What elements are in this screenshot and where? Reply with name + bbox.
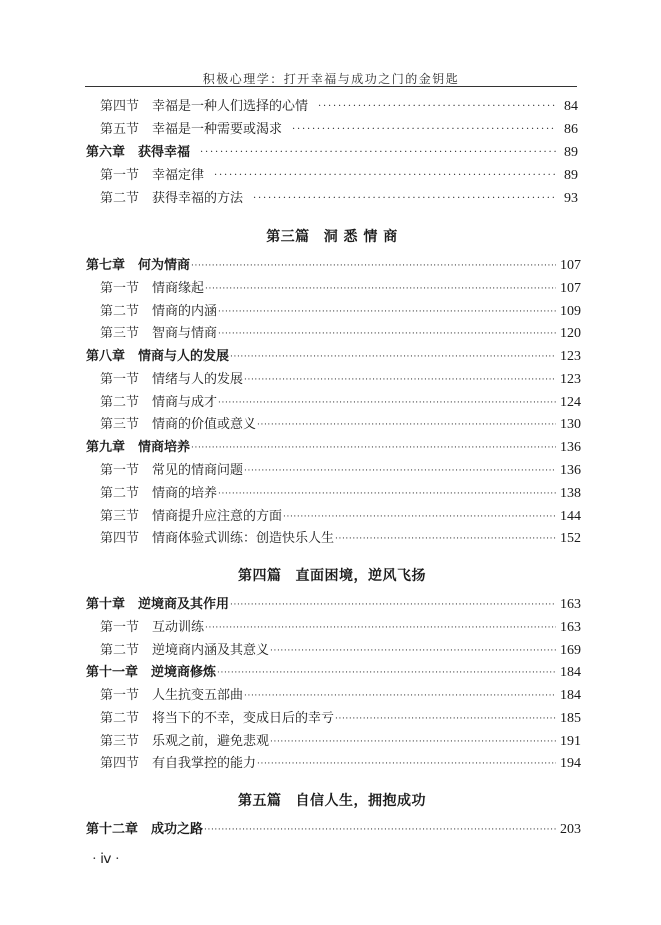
toc-entry[interactable]: [86, 484, 581, 504]
entry-number: 第四节: [100, 531, 140, 546]
dot-leader: [218, 302, 556, 322]
dot-leader: [217, 663, 556, 683]
chapter-number: 第八章: [86, 349, 126, 364]
dot-leader: [335, 709, 556, 729]
entry-number: 第三节: [100, 417, 140, 432]
entry-number: 第三节: [100, 326, 140, 341]
chapter-title: 成功之路: [151, 822, 204, 837]
entry-number: 第三节: [100, 734, 140, 749]
chapter-title: 逆境商修炼: [151, 665, 217, 680]
dot-leader: [318, 97, 556, 117]
entry-title: 逆境商内涵及其意义: [152, 643, 270, 658]
entry-number: 第二节: [100, 643, 140, 658]
header-rule: [85, 86, 577, 87]
toc-entry[interactable]: [86, 507, 581, 527]
dot-leader: [257, 415, 556, 435]
entry-title: 互动训练: [152, 620, 205, 635]
chapter-page: 123: [560, 349, 581, 364]
entry-page: 107: [560, 281, 581, 296]
chapter-number: 第六章: [86, 145, 126, 160]
toc-entry[interactable]: [86, 529, 581, 549]
entry-page: 191: [560, 734, 581, 749]
dot-leader: [283, 507, 556, 527]
part-title: [86, 565, 578, 585]
entry-page: 152: [560, 531, 581, 546]
dot-leader: [191, 256, 556, 276]
entry-title: 幸福定律: [152, 168, 205, 183]
entry-title: 将当下的不幸，变成日后的幸亏: [152, 711, 335, 726]
toc-chapter[interactable]: [86, 438, 581, 458]
entry-page: 93: [564, 191, 578, 206]
entry-number: 第一节: [100, 281, 140, 296]
entry-title: 情商的内涵: [152, 304, 218, 319]
toc-chapter[interactable]: [86, 595, 581, 615]
running-header: 积极心理学：打开幸福与成功之门的金钥匙: [202, 72, 460, 86]
toc-chapter[interactable]: [86, 663, 581, 683]
entry-page: 123: [560, 372, 581, 387]
entry-title: 情商的培养: [152, 486, 218, 501]
entry-number: 第四节: [100, 99, 140, 114]
part-number: 第四篇: [238, 568, 282, 584]
dot-leader: [230, 347, 556, 367]
entry-number: 第一节: [100, 168, 140, 183]
entry-number: 第四节: [100, 756, 140, 771]
entry-number: 第二节: [100, 191, 140, 206]
part-title: [86, 226, 578, 246]
chapter-number: 第十二章: [86, 822, 139, 837]
entry-title: 情商缘起: [152, 281, 205, 296]
toc-entry[interactable]: [86, 120, 578, 140]
chapter-page: 136: [560, 440, 581, 455]
footer-page-number: · ⅳ ·: [92, 852, 120, 867]
dot-leader: [214, 166, 556, 186]
dot-leader: [270, 732, 556, 752]
entry-title: 幸福是一种人们选择的心情: [152, 99, 309, 114]
entry-page: 185: [560, 711, 581, 726]
toc-entry[interactable]: [86, 189, 578, 209]
chapter-title: 情商与人的发展: [138, 349, 230, 364]
toc-entry[interactable]: [86, 754, 581, 774]
entry-number: 第二节: [100, 711, 140, 726]
dot-leader: [205, 279, 556, 299]
toc-entry[interactable]: [86, 709, 581, 729]
toc-entry[interactable]: [86, 461, 581, 481]
entry-number: 第一节: [100, 463, 140, 478]
entry-number: 第一节: [100, 372, 140, 387]
dot-leader: [191, 438, 556, 458]
dot-leader: [292, 120, 556, 140]
entry-title: 人生抗变五部曲: [152, 688, 244, 703]
entry-page: 194: [560, 756, 581, 771]
toc-entry[interactable]: [86, 97, 578, 117]
toc-entry[interactable]: [86, 166, 578, 186]
dot-leader: [218, 393, 556, 413]
chapter-number: 第七章: [86, 258, 126, 273]
dot-leader: [257, 754, 556, 774]
toc-entry[interactable]: [86, 370, 581, 390]
dot-leader: [218, 484, 556, 504]
part-name: 洞 悉 情 商: [323, 229, 398, 245]
entry-title: 有自我掌控的能力: [152, 756, 257, 771]
entry-page: 184: [560, 688, 581, 703]
entry-title: 情商提升应注意的方面: [152, 509, 283, 524]
toc-entry[interactable]: [86, 279, 581, 299]
entry-title: 获得幸福的方法: [152, 191, 244, 206]
entry-page: 136: [560, 463, 581, 478]
part-title: [86, 790, 578, 810]
part-number: 第五篇: [238, 793, 282, 809]
part-name: 直面困境，逆风飞扬: [295, 568, 426, 584]
entry-page: 169: [560, 643, 581, 658]
part-number: 第三篇: [266, 229, 310, 245]
entry-title: 智商与情商: [152, 326, 218, 341]
chapter-page: 163: [560, 597, 581, 612]
entry-page: 84: [564, 99, 578, 114]
toc-entry[interactable]: [86, 324, 581, 344]
dot-leader: [253, 189, 556, 209]
chapter-page: 184: [560, 665, 581, 680]
chapter-number: 第十章: [86, 597, 126, 612]
dot-leader: [244, 686, 556, 706]
dot-leader: [244, 370, 556, 390]
entry-title: 情商体验式训练：创造快乐人生: [152, 531, 335, 546]
dot-leader: [244, 461, 556, 481]
chapter-page: 89: [564, 145, 578, 160]
chapter-title: 何为情商: [138, 258, 191, 273]
chapter-title: 获得幸福: [138, 145, 191, 160]
toc-chapter[interactable]: [86, 347, 581, 367]
entry-title: 情商的价值或意义: [152, 417, 257, 432]
toc-entry[interactable]: [86, 686, 581, 706]
entry-page: 89: [564, 168, 578, 183]
part-name: 自信人生，拥抱成功: [295, 793, 426, 809]
entry-page: 124: [560, 395, 581, 410]
entry-number: 第一节: [100, 688, 140, 703]
entry-title: 情绪与人的发展: [152, 372, 244, 387]
chapter-number: 第九章: [86, 440, 126, 455]
entry-page: 120: [560, 326, 581, 341]
toc-entry[interactable]: [86, 415, 581, 435]
dot-leader: [335, 529, 556, 549]
entry-page: 163: [560, 620, 581, 635]
entry-page: 109: [560, 304, 581, 319]
toc-entry[interactable]: [86, 393, 581, 413]
dot-leader: [204, 820, 556, 840]
chapter-title: 逆境商及其作用: [138, 597, 230, 612]
entry-number: 第五节: [100, 122, 140, 137]
toc-entry[interactable]: [86, 641, 581, 661]
chapter-page: 203: [560, 822, 581, 837]
chapter-number: 第十一章: [86, 665, 139, 680]
entry-number: 第三节: [100, 509, 140, 524]
entry-title: 幸福是一种需要或渴求: [152, 122, 283, 137]
entry-page: 138: [560, 486, 581, 501]
dot-leader: [200, 143, 556, 163]
chapter-title: 情商培养: [138, 440, 191, 455]
toc-chapter[interactable]: [86, 256, 581, 276]
dot-leader: [205, 618, 556, 638]
dot-leader: [218, 324, 556, 344]
toc-chapter[interactable]: [86, 143, 578, 163]
toc-entry[interactable]: [86, 732, 581, 752]
dot-leader: [230, 595, 556, 615]
entry-title: 乐观之前，避免悲观: [152, 734, 270, 749]
entry-title: 常见的情商问题: [152, 463, 244, 478]
chapter-page: 107: [560, 258, 581, 273]
entry-title: 情商与成才: [152, 395, 218, 410]
entry-number: 第一节: [100, 620, 140, 635]
entry-number: 第二节: [100, 304, 140, 319]
entry-number: 第二节: [100, 395, 140, 410]
toc-entry[interactable]: [86, 618, 581, 638]
toc-chapter[interactable]: [86, 820, 581, 840]
entry-page: 86: [564, 122, 578, 137]
toc-entry[interactable]: [86, 302, 581, 322]
entry-page: 144: [560, 509, 581, 524]
entry-page: 130: [560, 417, 581, 432]
dot-leader: [270, 641, 556, 661]
entry-number: 第二节: [100, 486, 140, 501]
